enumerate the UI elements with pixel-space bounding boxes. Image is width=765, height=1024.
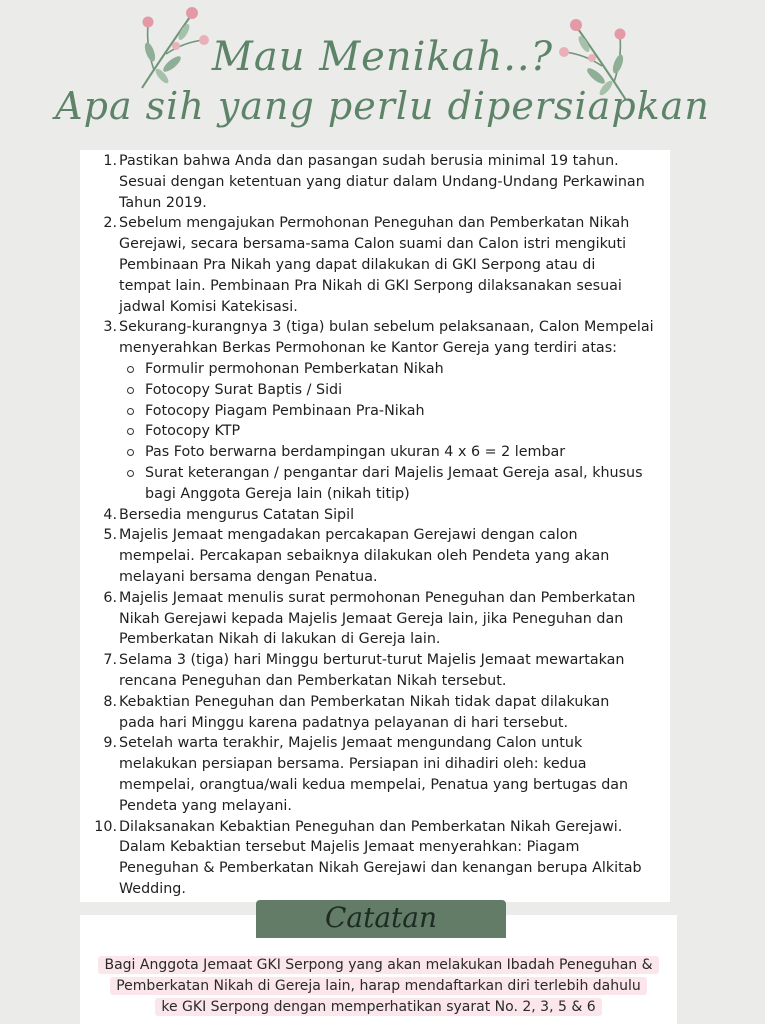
list-item-number: 4.	[103, 506, 117, 523]
list-item-text: mempelai. Percakapan sebaiknya dilakukan oleh Pendeta yang akan	[119, 548, 610, 565]
list-item-text: Kebaktian Peneguhan dan Pemberkatan Nikah tidak dapat dilakukan	[119, 693, 610, 710]
list-item	[80, 817, 670, 900]
list-item-text: Majelis Jemaat menulis surat permohonan Peneguhan dan Pemberkatan	[119, 589, 636, 606]
list-item-text: Bersedia mengurus Catatan Sipil	[119, 506, 355, 523]
checklist-item-text: Fotocopy Surat Baptis / Sidi	[145, 381, 343, 398]
page-subtitle: Apa sih yang perlu dipersiapkan	[55, 84, 710, 128]
list-item-text: Majelis Jemaat mengadakan percakapan Gerejawi dengan calon	[119, 527, 578, 544]
list-item-text: Wedding.	[119, 880, 186, 897]
list-item-text: Setelah warta terakhir, Majelis Jemaat mengundang Calon untuk	[119, 735, 583, 752]
note-line	[80, 997, 677, 1018]
checklist-item-text: Surat keterangan / pengantar dari Majelis Jemaat Gereja asal, khusus	[145, 464, 643, 481]
list-item-number: 2.	[103, 215, 117, 232]
list-item	[80, 525, 670, 587]
list-item-text: Dilaksanakan Kebaktian Peneguhan dan Pemberkatan Nikah Gerejawi.	[119, 818, 623, 835]
list-item-number: 6.	[103, 589, 117, 606]
requirements-list	[80, 151, 670, 900]
list-item-text: Selama 3 (tiga) hari Minggu berturut-turut Majelis Jemaat mewartakan	[119, 652, 625, 669]
list-item-number: 5.	[103, 527, 117, 544]
note-line	[80, 976, 677, 997]
checklist-item	[119, 401, 662, 422]
list-item-text: Nikah Gerejawi kepada Majelis Jemaat Gereja lain, jika Peneguhan dan	[119, 610, 624, 627]
checklist-item-text: Pas Foto berwarna berdampingan ukuran 4 x 6 = 2 lembar	[145, 444, 566, 461]
list-item-text: melayani bersama dengan Penatua.	[119, 568, 378, 585]
catatan-label: Catatan	[256, 900, 506, 938]
list-item-text: Pembinaan Pra Nikah yang dapat dilakukan di GKI Serpong atau di	[119, 256, 596, 273]
list-item-text: Pastikan bahwa Anda dan pasangan sudah berusia minimal 19 tahun.	[119, 153, 619, 169]
circle-bullet-icon	[127, 470, 134, 477]
header	[0, 0, 765, 150]
circle-bullet-icon	[127, 428, 134, 435]
note-line-text: Pemberkatan Nikah di Gereja lain, harap mendaftarkan diri terlebih dahulu	[110, 977, 647, 995]
checklist-item-text: Formulir permohonan Pemberkatan Nikah	[145, 360, 444, 377]
list-item-number: 3.	[103, 319, 117, 336]
checklist-item-text: Fotocopy KTP	[145, 423, 241, 440]
list-item	[80, 151, 670, 213]
checklist-item-text: bagi Anggota Gereja lain (nikah titip)	[145, 485, 410, 502]
note-line-text: ke GKI Serpong dengan memperhatikan syarat No. 2, 3, 5 & 6	[155, 998, 601, 1016]
list-item-number: 7.	[103, 652, 117, 669]
list-item-text: melakukan persiapan bersama. Persiapan ini dihadiri oleh: kedua	[119, 756, 587, 773]
list-item	[80, 588, 670, 650]
list-item-text: Peneguhan & Pemberkatan Nikah Gerejawi dan kenangan berupa Alkitab	[119, 860, 642, 877]
list-item	[80, 317, 670, 504]
note-text	[80, 955, 677, 1018]
note-line-text: Bagi Anggota Jemaat GKI Serpong yang akan melakukan Ibadah Peneguhan &	[98, 956, 658, 974]
list-item	[80, 650, 670, 692]
checklist-item	[119, 442, 662, 463]
list-item-text: mempelai, orangtua/wali kedua mempelai, Penatua yang bertugas dan	[119, 776, 629, 793]
list-item-text: menyerahkan Berkas Permohonan ke Kantor Gereja yang terdiri atas:	[119, 340, 617, 357]
list-item-text: Tahun 2019.	[119, 194, 207, 211]
checklist-item	[119, 359, 662, 380]
list-item-number: 9.	[103, 735, 117, 752]
list-item-text: Gerejawi, secara bersama-sama Calon suami dan Calon istri mengikuti	[119, 236, 627, 253]
list-item-text: pada hari Minggu karena padatnya pelayanan di hari tersebut.	[119, 714, 569, 731]
page-title: Mau Menikah..?	[211, 34, 554, 80]
list-item-number: 10.	[94, 818, 117, 835]
checklist-item	[119, 463, 662, 505]
list-item-text: Sebelum mengajukan Permohonan Peneguhan dan Pemberkatan Nikah	[119, 215, 630, 232]
circle-bullet-icon	[127, 387, 134, 394]
requirements-card	[80, 150, 670, 902]
list-item-number: 8.	[103, 693, 117, 710]
list-item-text: Pemberkatan Nikah di lakukan di Gereja lain.	[119, 631, 441, 648]
list-item-number: 1.	[103, 153, 117, 169]
list-item-text: Pendeta yang melayani.	[119, 797, 292, 814]
list-item-text: Dalam Kebaktian tersebut Majelis Jemaat menyerahkan: Piagam	[119, 839, 580, 856]
document-checklist	[119, 359, 662, 505]
list-item	[80, 505, 670, 526]
list-item	[80, 692, 670, 734]
circle-bullet-icon	[127, 366, 134, 373]
circle-bullet-icon	[127, 408, 134, 415]
list-item-text: jadwal Komisi Katekisasi.	[119, 298, 298, 315]
circle-bullet-icon	[127, 449, 134, 456]
note-line	[80, 955, 677, 976]
list-item-text: Sekurang-kurangnya 3 (tiga) bulan sebelum pelaksanaan, Calon Mempelai	[119, 319, 654, 336]
list-item-text: tempat lain. Pembinaan Pra Nikah di GKI Serpong dilaksanakan sesuai	[119, 277, 622, 294]
list-item-text: Sesuai dengan ketentuan yang diatur dalam Undang-Undang Perkawinan	[119, 173, 645, 190]
checklist-item-text: Fotocopy Piagam Pembinaan Pra-Nikah	[145, 402, 425, 419]
list-item-text: rencana Peneguhan dan Pemberkatan Nikah tersebut.	[119, 672, 507, 689]
list-item	[80, 213, 670, 317]
list-item	[80, 733, 670, 816]
checklist-item	[119, 380, 662, 401]
checklist-item	[119, 421, 662, 442]
